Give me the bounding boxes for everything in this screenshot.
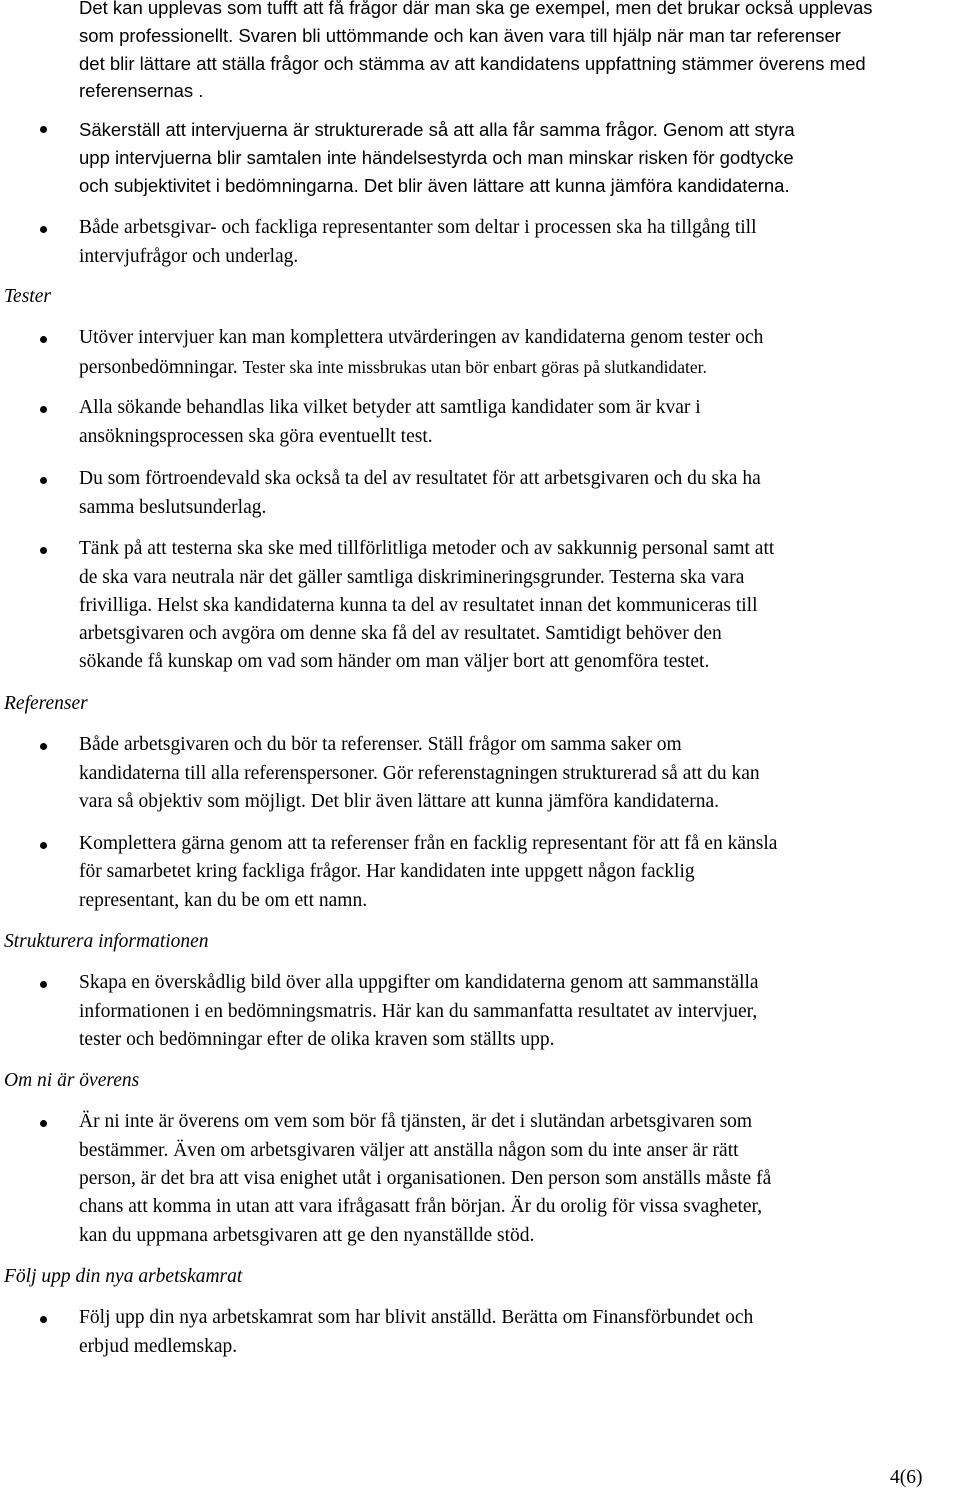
list-item-line: Komplettera gärna genom att ta referenser från en facklig representant för att få en känsla (79, 833, 778, 854)
list-item-line: Skapa en överskådlig bild över alla uppgifter om kandidaterna genom att sammanställa (79, 972, 759, 993)
intro-line: Det kan upplevas som tufft att få frågor där man ska ge exempel, men det brukar också upplevas (79, 0, 873, 18)
list-item-line: Både arbetsgivaren och du bör ta referenser. Ställ frågor om samma saker om (79, 734, 682, 755)
list-item-line: informationen i en bedömningsmatris. Här kan du sammanfatta resultatet av intervjuer, (79, 1001, 758, 1022)
list-item-line: kandidaterna till alla referenspersoner. Gör referenstagningen strukturerad så att du kan (79, 763, 760, 784)
list-item-note: Tester ska inte missbrukas utan bör enbart göras på slutkandidater. (242, 357, 707, 377)
list-item-line: vara så objektiv som möjligt. Det blir även lättare att kunna jämföra kandidaterna. (79, 791, 720, 812)
list-item-line: arbetsgivaren och avgöra om denne ska få del av resultatet. Samtidigt behöver den (79, 623, 722, 644)
list-item-line: erbjud medlemskap. (79, 1336, 238, 1357)
list-item-line: person, är det bra att visa enighet utåt i organisationen. Den person som anställs måste få (79, 1168, 772, 1189)
list-item-line: representant, kan du be om ett namn. (79, 890, 368, 911)
bullet-icon (40, 126, 47, 133)
list-item-line (79, 353, 707, 382)
list-item-line: Du som förtroendevald ska också ta del av resultatet för att arbetsgivaren och du ska ha (79, 468, 761, 489)
bullet-icon (40, 336, 47, 343)
bullet-icon (40, 406, 47, 413)
list-item-line: kan du uppmana arbetsgivaren att ge den nyanställde stöd. (79, 1225, 535, 1246)
bullet-icon (40, 477, 47, 484)
list-item-line: Alla sökande behandlas lika vilket betyder att samtliga kandidater som är kvar i (79, 397, 701, 418)
list-item-line: tester och bedömningar efter de olika kraven som ställts upp. (79, 1029, 555, 1050)
intro-line: referensernas . (79, 80, 204, 101)
list-item-line: upp intervjuerna blir samtalen inte händelsestyrda och man minskar risken för godtycke (79, 147, 794, 168)
section-heading-referenser: Referenser (4, 693, 88, 714)
section-heading-folj-upp: Följ upp din nya arbetskamrat (4, 1266, 243, 1287)
page-number: 4(6) (890, 1467, 923, 1488)
list-item-line: bestämmer. Även om arbetsgivaren väljer att anställa någon som du inte anser är rätt (79, 1140, 739, 1161)
list-item-line: för samarbetet kring fackliga frågor. Har kandidaten inte uppgett någon facklig (79, 861, 695, 882)
section-heading-strukturera: Strukturera informationen (4, 931, 209, 952)
list-item-line: Tänk på att testerna ska ske med tillförlitliga metoder och av sakkunnig personal samt att (79, 538, 775, 559)
bullet-icon (40, 842, 47, 849)
intro-line: som professionellt. Svaren bli uttömmande och kan även vara till hjälp när man tar referenser (79, 25, 841, 46)
list-item-line: och subjektivitet i bedömningarna. Det blir även lättare att kunna jämföra kandidaterna. (79, 175, 790, 196)
list-item-line: Följ upp din nya arbetskamrat som har blivit anställd. Berätta om Finansförbundet och (79, 1307, 754, 1328)
list-item-line: de ska vara neutrala när det gäller samtliga diskrimineringsgrunder. Testerna ska vara (79, 567, 745, 588)
list-item-line: sökande få kunskap om vad som händer om man väljer bort att genomföra testet. (79, 651, 710, 672)
list-item-line: Både arbetsgivar- och fackliga representanter som deltar i processen ska ha tillgång till (79, 217, 757, 238)
intro-line: det blir lättare att ställa frågor och stämma av att kandidatens uppfattning stämmer överens med (79, 53, 866, 74)
section-heading-overens: Om ni är överens (4, 1070, 140, 1091)
list-item-line: chans att komma in utan att vara ifrågasatt från början. Är du orolig för vissa svagheter, (79, 1196, 763, 1217)
list-item-line: frivilliga. Helst ska kandidaterna kunna ta del av resultatet innan det kommuniceras till (79, 595, 758, 616)
list-item-line: Säkerställ att intervjuerna är strukturerade så att alla får samma frågor. Genom att styra (79, 119, 795, 140)
list-item-line: samma beslutsunderlag. (79, 497, 267, 518)
list-item-line: Utöver intervjuer kan man komplettera utvärderingen av kandidaterna genom tester och (79, 327, 764, 348)
section-heading-tester: Tester (4, 286, 51, 307)
bullet-icon (40, 743, 47, 750)
list-item-line: intervjufrågor och underlag. (79, 246, 299, 267)
list-item-line: ansökningsprocessen ska göra eventuellt test. (79, 426, 433, 447)
list-item-line: Är ni inte är överens om vem som bör få tjänsten, är det i slutändan arbetsgivaren som (79, 1111, 753, 1132)
list-item-text: personbedömningar. (79, 357, 238, 378)
bullet-icon (40, 981, 47, 988)
bullet-icon (40, 1120, 47, 1127)
bullet-icon (40, 226, 47, 233)
bullet-icon (40, 547, 47, 554)
bullet-icon (40, 1316, 47, 1323)
